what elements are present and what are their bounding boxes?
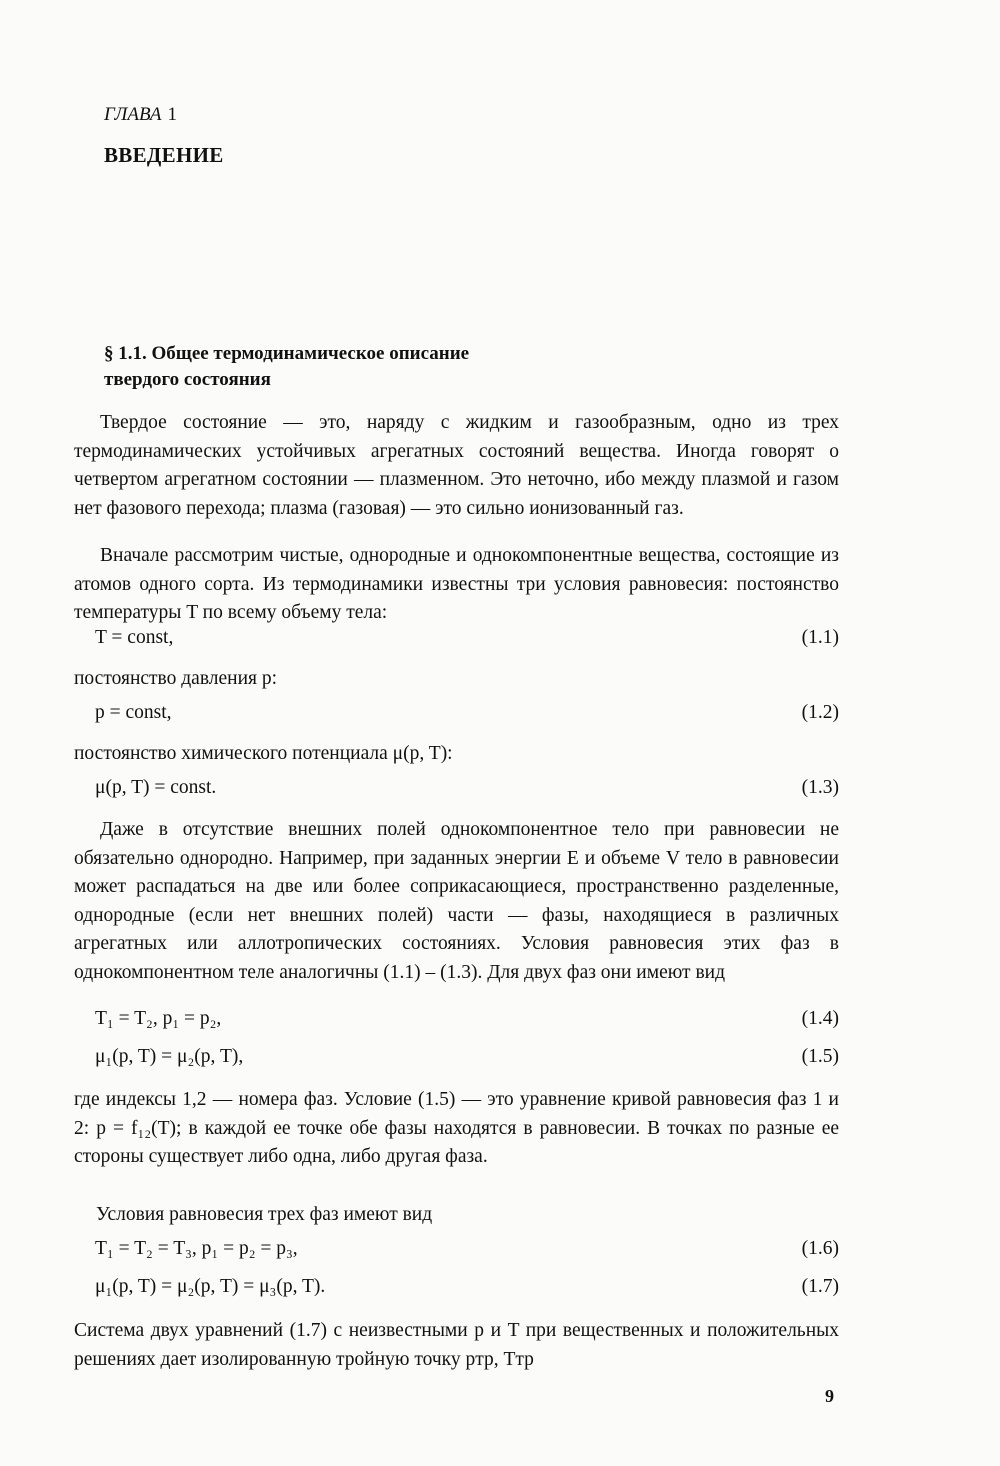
equation-1-7 (95, 1276, 839, 1304)
equation-number: (1.3) (801, 777, 839, 798)
paragraph-text: Система двух уравнений (1.7) с неизвестными p и T при вещественных и положительных решениях дает изолированную тройную точку pтр, Tтр (74, 1320, 839, 1370)
chapter-title: ВВЕДЕНИЕ (104, 143, 224, 167)
chapter-number: 1 (167, 104, 178, 125)
paragraph-text: где индексы 1,2 — номера фаз. Условие (1.5) — это уравнение кривой равновесия фаз 1 и 2: p = f₁₂(T); в каждой ее точке обе фазы находятся в равновесии. В точках по разные ее стороны существует либо одна, либо другая фаза. (74, 1089, 839, 1167)
equation-formula: μ₁(p, T) = μ₂(p, T), (95, 1046, 244, 1067)
page-number: 9 (825, 1386, 834, 1406)
equation-formula: μ(p, T) = const. (95, 777, 217, 798)
paragraph-2 (74, 542, 839, 628)
section-title-line1: § 1.1. Общее термодинамическое описание (104, 343, 470, 364)
chapter-label (104, 104, 177, 126)
equation-1-2 (95, 702, 839, 730)
section-title-line2: твердого состояния (104, 369, 271, 390)
equation-formula: p = const, (95, 702, 172, 723)
paragraph-5 (74, 1317, 839, 1374)
paragraph-3 (74, 816, 839, 987)
equation-1-5 (95, 1046, 839, 1074)
line-chem-potential: постоянство химического потенциала μ(p, T): (74, 743, 453, 764)
equation-number: (1.1) (801, 627, 839, 648)
equation-number: (1.4) (801, 1008, 839, 1029)
line-pressure: постоянство давления p: (74, 668, 278, 689)
equation-number: (1.2) (801, 702, 839, 723)
equation-number: (1.6) (801, 1238, 839, 1259)
chapter-label-text: ГЛАВА (104, 104, 162, 125)
equation-formula: T₁ = T₂, p₁ = p₂, (95, 1008, 222, 1029)
line-three-phases: Условия равновесия трех фаз имеют вид (96, 1204, 433, 1225)
equation-formula: T₁ = T₂ = T₃, p₁ = p₂ = p₃, (95, 1238, 298, 1259)
section-title (104, 341, 469, 393)
paragraph-text: Вначале рассмотрим чистые, однородные и однокомпонентные вещества, состоящие из атомов одного сорта. Из термодинамики известны три условия равновесия: постоянство температуры T по всему объему тела: (74, 545, 839, 623)
equation-1-3 (95, 777, 839, 805)
equation-1-1 (95, 627, 839, 655)
equation-1-4 (95, 1008, 839, 1036)
equation-number: (1.5) (801, 1046, 839, 1067)
paragraph-text: Даже в отсутствие внешних полей однокомпонентное тело при равновесии не обязательно однородно. Например, при заданных энергии E и объеме V тело в равновесии может распадаться на две или более соприкасающиеся, пространственно разделенные, однородные (если нет внешних полей) части — фазы, находящиеся в различных агрегатных или аллотропических состояниях. Условия равновесия этих фаз в однокомпонентном теле аналогичны (1.1) – (1.3). Для двух фаз они имеют вид (74, 819, 839, 983)
paragraph-4 (74, 1086, 839, 1172)
paragraph-text: Твердое состояние — это, наряду с жидким и газообразным, одно из трех термодинамических устойчивых агрегатных состояний вещества. Иногда говорят о четвертом агрегатном состоянии — плазменном. Это неточно, ибо между плазмой и газом нет фазового перехода; плазма (газовая) — это сильно ионизованный газ. (74, 412, 839, 519)
paragraph-1 (74, 409, 839, 523)
equation-1-6 (95, 1238, 839, 1266)
equation-formula: T = const, (95, 627, 174, 648)
equation-formula: μ₁(p, T) = μ₂(p, T) = μ₃(p, T). (95, 1276, 326, 1297)
equation-number: (1.7) (801, 1276, 839, 1297)
